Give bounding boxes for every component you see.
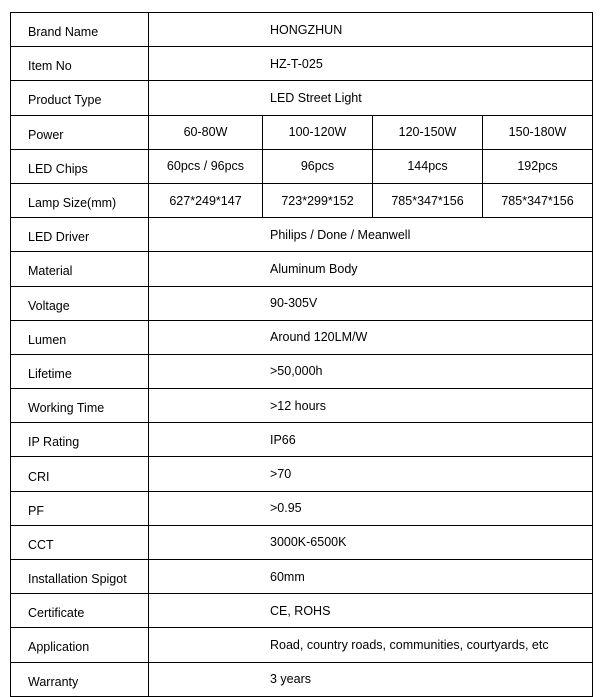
spec-label: Item No [11, 47, 149, 81]
spec-row-pf [11, 491, 593, 525]
spec-value: 60mm [149, 560, 593, 594]
spec-value: LED Street Light [149, 81, 593, 115]
spec-value: HONGZHUN [149, 13, 593, 47]
spec-label: Lifetime [11, 354, 149, 388]
spec-label: LED Chips [11, 149, 149, 183]
spec-table-body [11, 13, 593, 697]
spec-row-lifetime [11, 354, 593, 388]
spec-label: LED Driver [11, 218, 149, 252]
spec-label: Application [11, 628, 149, 662]
spec-variant-value: 100-120W [263, 115, 373, 149]
spec-row-cri [11, 457, 593, 491]
spec-variant-value: 192pcs [483, 149, 593, 183]
spec-label: Warranty [11, 662, 149, 696]
spec-label: CRI [11, 457, 149, 491]
spec-variant-value: 60-80W [149, 115, 263, 149]
spec-row-lumen [11, 320, 593, 354]
spec-label: Certificate [11, 594, 149, 628]
spec-value: >0.95 [149, 491, 593, 525]
spec-row-application [11, 628, 593, 662]
spec-row-item-no [11, 47, 593, 81]
spec-label: Lamp Size(mm) [11, 183, 149, 217]
spec-value: CE, ROHS [149, 594, 593, 628]
spec-row-voltage [11, 286, 593, 320]
spec-label: Installation Spigot [11, 560, 149, 594]
spec-value: >12 hours [149, 389, 593, 423]
spec-label: Product Type [11, 81, 149, 115]
spec-value: 90-305V [149, 286, 593, 320]
spec-row-working-time [11, 389, 593, 423]
spec-value: HZ-T-025 [149, 47, 593, 81]
spec-variant-value: 723*299*152 [263, 183, 373, 217]
spec-label: Working Time [11, 389, 149, 423]
spec-variant-value: 785*347*156 [483, 183, 593, 217]
spec-row-lamp-size-mm [11, 183, 593, 217]
spec-variant-value: 120-150W [373, 115, 483, 149]
spec-value: >50,000h [149, 354, 593, 388]
spec-value: Road, country roads, communities, courtyards, etc [149, 628, 593, 662]
spec-row-brand-name [11, 13, 593, 47]
spec-label: PF [11, 491, 149, 525]
spec-row-power [11, 115, 593, 149]
spec-value: Around 120LM/W [149, 320, 593, 354]
spec-row-led-chips [11, 149, 593, 183]
spec-label: Power [11, 115, 149, 149]
spec-row-warranty [11, 662, 593, 696]
spec-value: 3 years [149, 662, 593, 696]
spec-row-cct [11, 525, 593, 559]
spec-value: IP66 [149, 423, 593, 457]
spec-row-ip-rating [11, 423, 593, 457]
spec-variant-value: 144pcs [373, 149, 483, 183]
spec-row-led-driver [11, 218, 593, 252]
spec-variant-value: 785*347*156 [373, 183, 483, 217]
spec-row-installation-spigot [11, 560, 593, 594]
spec-variant-value: 150-180W [483, 115, 593, 149]
spec-value: 3000K-6500K [149, 525, 593, 559]
spec-row-certificate [11, 594, 593, 628]
spec-value: >70 [149, 457, 593, 491]
product-spec-table [10, 12, 593, 697]
spec-variant-value: 627*249*147 [149, 183, 263, 217]
spec-label: Lumen [11, 320, 149, 354]
spec-row-product-type [11, 81, 593, 115]
spec-label: IP Rating [11, 423, 149, 457]
spec-row-material [11, 252, 593, 286]
spec-value: Philips / Done / Meanwell [149, 218, 593, 252]
spec-variant-value: 60pcs / 96pcs [149, 149, 263, 183]
spec-label: Brand Name [11, 13, 149, 47]
spec-variant-value: 96pcs [263, 149, 373, 183]
spec-value: Aluminum Body [149, 252, 593, 286]
spec-label: CCT [11, 525, 149, 559]
spec-label: Voltage [11, 286, 149, 320]
spec-label: Material [11, 252, 149, 286]
